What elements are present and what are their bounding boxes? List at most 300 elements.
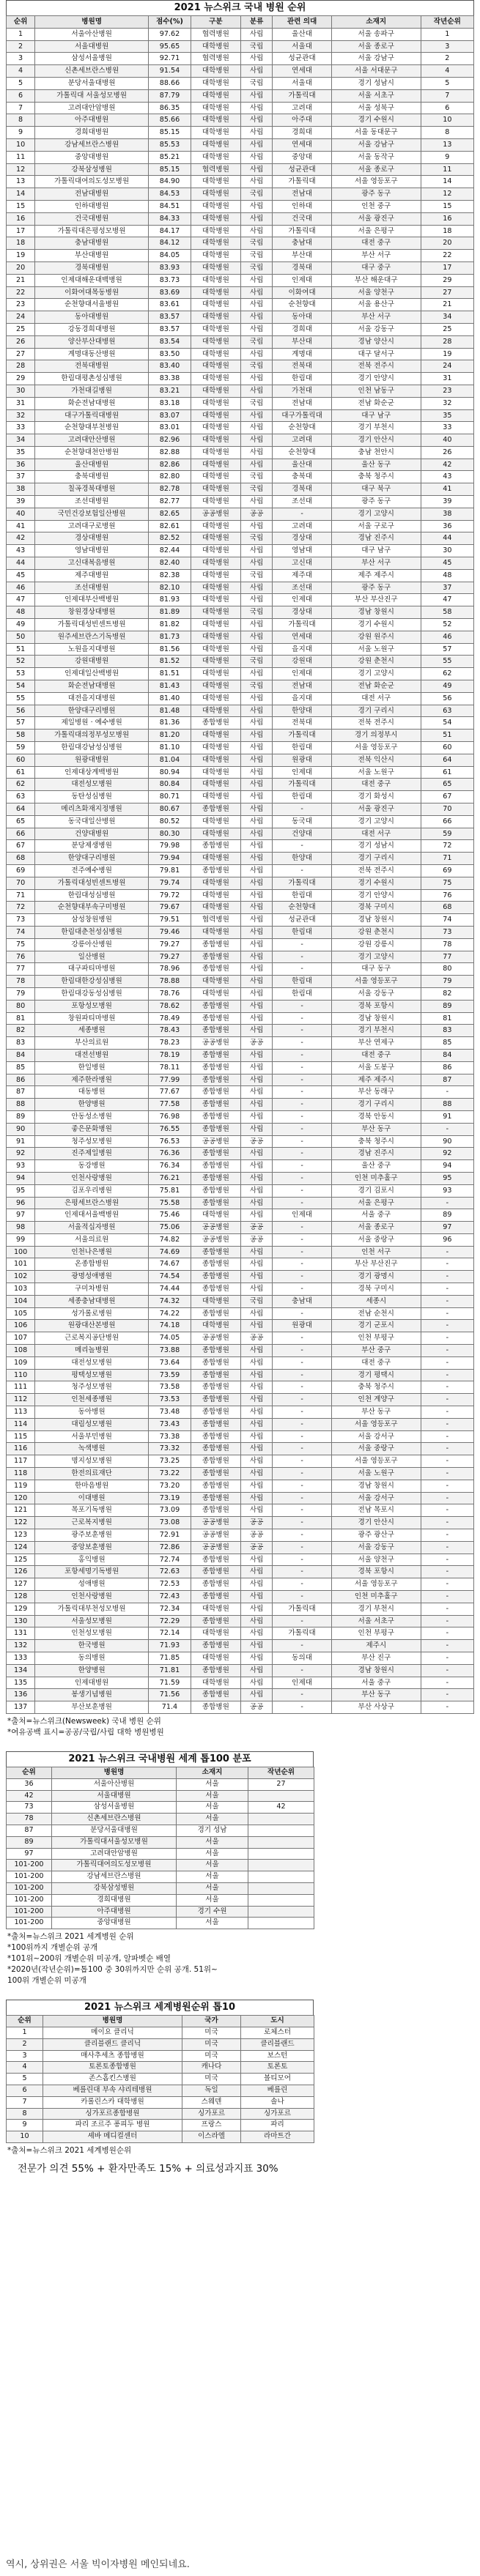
- table-cell: 62: [421, 668, 473, 680]
- table-cell: 가톨릭대의정부성모병원: [35, 730, 149, 742]
- table-row: [7, 532, 474, 545]
- table-cell: 대학병원: [191, 976, 240, 988]
- table-cell: 양산부산대병원: [35, 335, 149, 348]
- table-cell: 79.51: [149, 914, 191, 927]
- table-row: [7, 803, 474, 816]
- table-cell: 86: [421, 1061, 473, 1074]
- table-cell: 대학병원: [191, 853, 240, 865]
- table-cell: 82.78: [149, 483, 191, 496]
- table-cell: 싱가포르: [182, 2108, 241, 2120]
- table-row: [7, 864, 474, 877]
- table-cell: 강북삼성병원: [35, 163, 149, 176]
- table-cell: 79.98: [149, 840, 191, 853]
- table-cell: -: [421, 1086, 473, 1099]
- table-cell: 서울 강동구: [331, 1541, 421, 1554]
- table-cell: 18: [7, 237, 35, 250]
- table-cell: 대학병원: [191, 754, 240, 766]
- table-cell: 93: [421, 1184, 473, 1197]
- table-cell: 49: [421, 680, 473, 693]
- table-cell: 이화여대목동병원: [35, 286, 149, 299]
- table-cell: 대학병원: [191, 225, 240, 237]
- table-cell: 81.10: [149, 742, 191, 754]
- table-cell: 서울 광진구: [331, 212, 421, 225]
- table-cell: 33: [421, 422, 473, 434]
- table-cell: 공공병원: [191, 1517, 240, 1529]
- table-cell: -: [421, 1394, 473, 1406]
- table-row: [7, 1049, 474, 1061]
- table-cell: 세종충남대병원: [35, 1295, 149, 1307]
- table-cell: 90: [421, 1135, 473, 1148]
- table-cell: 종합병원: [191, 1345, 240, 1357]
- table-cell: 83: [7, 1037, 35, 1050]
- table-cell: 75.58: [149, 1197, 191, 1209]
- table-cell: 가톨릭대: [273, 1603, 332, 1615]
- table-row: [7, 422, 474, 434]
- table-cell: 101-200: [7, 1882, 52, 1894]
- table-row: [7, 1025, 474, 1037]
- table-cell: 서울대: [273, 77, 332, 89]
- table-cell: 사립: [240, 1061, 272, 1074]
- table-cell: 81.93: [149, 594, 191, 606]
- table-cell: 솔나: [241, 2096, 314, 2108]
- table-cell: 한양대구리병원: [35, 853, 149, 865]
- table-cell: 76.21: [149, 1172, 191, 1184]
- table-cell: 가톨릭대성빈센트병원: [35, 619, 149, 631]
- table-cell: 73.48: [149, 1406, 191, 1419]
- table-row: [7, 1591, 474, 1603]
- table-cell: 서울 영등포구: [331, 1578, 421, 1591]
- table-cell: 73: [7, 1802, 52, 1814]
- table-cell: 인천사랑병원: [35, 1591, 149, 1603]
- table-header-row: [7, 2016, 314, 2027]
- table-cell: 83.54: [149, 335, 191, 348]
- table-cell: 사립: [240, 631, 272, 643]
- table-cell: 국립: [240, 569, 272, 582]
- table-cell: 인천 부평구: [331, 1627, 421, 1640]
- table-row: [7, 1701, 474, 1714]
- table-cell: 78.43: [149, 1025, 191, 1037]
- table-cell: 고려대구로병원: [35, 520, 149, 532]
- table-row: [7, 471, 474, 483]
- table-cell: 79: [7, 987, 35, 1000]
- table-row: [7, 1110, 474, 1123]
- table-cell: 건양대병원: [35, 828, 149, 840]
- table-cell: 원광대산본병원: [35, 1320, 149, 1332]
- table-cell: 경기 구리시: [331, 1099, 421, 1111]
- table-cell: 전남대: [273, 680, 332, 693]
- table-cell: 사립: [240, 127, 272, 139]
- table-cell: 대전 중구: [331, 1049, 421, 1061]
- table-cell: 국립: [240, 237, 272, 250]
- table-cell: 종합병원: [191, 1061, 240, 1074]
- table-cell: 대학병원: [191, 348, 240, 360]
- table-cell: -: [273, 1012, 332, 1025]
- table-cell: 90: [7, 1123, 35, 1135]
- table-cell: 63: [421, 705, 473, 717]
- table-cell: 34: [421, 311, 473, 324]
- table-cell: 경상대병원: [35, 532, 149, 545]
- table-cell: 경북 구미시: [331, 1283, 421, 1296]
- table-cell: 좋은문화병원: [35, 1123, 149, 1135]
- table-cell: -: [421, 1517, 473, 1529]
- column-header: 병원명: [52, 1767, 177, 1778]
- table-cell: -: [273, 1222, 332, 1234]
- table-cell: 대학병원: [191, 446, 240, 459]
- table-cell: -: [421, 1369, 473, 1381]
- table-cell: 사립: [240, 754, 272, 766]
- table-cell: -: [273, 1061, 332, 1074]
- table-cell: 83.57: [149, 323, 191, 335]
- table-cell: 24: [421, 360, 473, 373]
- table-cell: 96: [7, 1197, 35, 1209]
- table-cell: 72.86: [149, 1541, 191, 1554]
- table-cell: 81.04: [149, 754, 191, 766]
- table-cell: 사립: [240, 1074, 272, 1086]
- table-cell: 사립: [240, 286, 272, 299]
- table-cell: 81.89: [149, 606, 191, 619]
- table-cell: 27: [248, 1778, 314, 1790]
- table-cell: 106: [7, 1320, 35, 1332]
- table-cell: 대학병원: [191, 299, 240, 311]
- table-cell: 협력병원: [191, 53, 240, 65]
- table-cell: 73.88: [149, 1345, 191, 1357]
- table-cell: [248, 1860, 314, 1871]
- table-cell: 사립: [240, 323, 272, 335]
- table-row: [7, 2050, 314, 2062]
- table-cell: 94: [421, 1160, 473, 1173]
- table-row: [7, 89, 474, 102]
- table-cell: 81.36: [149, 717, 191, 730]
- table-cell: 116: [7, 1443, 35, 1455]
- table-cell: 사립: [240, 963, 272, 976]
- table-cell: 대전성모병원: [35, 1356, 149, 1369]
- table-row: [7, 1074, 474, 1086]
- table-cell: 인제대: [273, 668, 332, 680]
- table-cell: 사립: [240, 1172, 272, 1184]
- table-cell: 사립: [240, 987, 272, 1000]
- table-cell: 가톨릭대여의도성모병원: [35, 176, 149, 188]
- table-cell: 71.56: [149, 1689, 191, 1701]
- table-cell: 부산 서구: [331, 250, 421, 262]
- table-cell: 경기 안산시: [331, 1517, 421, 1529]
- table-cell: 서울 송파구: [331, 28, 421, 40]
- table-row: [7, 1640, 474, 1652]
- table-cell: 경기 안양시: [331, 889, 421, 902]
- table-cell: 대학병원: [191, 1603, 240, 1615]
- table-cell: 대학병원: [191, 385, 240, 397]
- table-cell: -: [273, 1135, 332, 1148]
- table-cell: 73.58: [149, 1381, 191, 1394]
- table-cell: 89: [421, 1209, 473, 1222]
- table-cell: 서울 은평구: [331, 225, 421, 237]
- table-cell: 국립: [240, 40, 272, 53]
- table-cell: 사립: [240, 1652, 272, 1664]
- table-cell: 10: [421, 114, 473, 127]
- table-cell: 73.59: [149, 1369, 191, 1381]
- note-line: *출처=뉴스위크(Newsweek) 국내 병원 순위: [7, 1716, 161, 1726]
- table-cell: 30: [421, 545, 473, 557]
- table-cell: 경기 고양시: [331, 668, 421, 680]
- table-row: [7, 569, 474, 582]
- table-cell: 사립: [240, 815, 272, 828]
- table-cell: 대학병원: [191, 373, 240, 385]
- table-cell: 64: [421, 754, 473, 766]
- table-row: [7, 2108, 314, 2120]
- table-cell: 가톨릭대은평성모병원: [35, 225, 149, 237]
- table-cell: 경상대: [273, 532, 332, 545]
- table-cell: 80.30: [149, 828, 191, 840]
- table-cell: 72: [7, 902, 35, 914]
- table-cell: 사립: [240, 1492, 272, 1504]
- table-cell: 88: [7, 1099, 35, 1111]
- table-row: [7, 1541, 474, 1554]
- table-cell: 44: [7, 557, 35, 570]
- table-cell: 2: [7, 2038, 43, 2050]
- table-cell: 대학병원: [191, 606, 240, 619]
- table-cell: 경기 화성시: [331, 791, 421, 803]
- table-cell: 고려대안암병원: [52, 1848, 177, 1860]
- table-cell: 제주 제주시: [331, 1074, 421, 1086]
- table-row: [7, 1689, 474, 1701]
- table-cell: 강원 강릉시: [331, 938, 421, 951]
- table-cell: 58: [7, 730, 35, 742]
- table-cell: 부산 부산진구: [331, 594, 421, 606]
- table-cell: 83.69: [149, 286, 191, 299]
- table-cell: 한양대: [273, 705, 332, 717]
- column-header: 병원명: [35, 16, 149, 29]
- table-row: [7, 28, 474, 40]
- table-cell: -: [273, 1701, 332, 1714]
- table-cell: 101-200: [7, 1906, 52, 1918]
- table-cell: [248, 1918, 314, 1929]
- table-cell: 대학병원: [191, 237, 240, 250]
- table-cell: 사립: [240, 619, 272, 631]
- table-cell: 공공: [240, 1332, 272, 1345]
- table-cell: 3: [7, 2050, 43, 2062]
- table-cell: 종합병원: [191, 1012, 240, 1025]
- table-cell: 대학병원: [191, 668, 240, 680]
- table-cell: 국립: [240, 397, 272, 409]
- table-cell: 66: [7, 828, 35, 840]
- table-cell: 77.67: [149, 1086, 191, 1099]
- table-cell: 경기 부천시: [331, 1603, 421, 1615]
- table-cell: 가톨릭대: [273, 877, 332, 889]
- table-cell: 74: [421, 914, 473, 927]
- table-cell: -: [273, 1246, 332, 1258]
- table-cell: 84.90: [149, 176, 191, 188]
- table-cell: 부산의료원: [35, 1037, 149, 1050]
- table-cell: 공공병원: [191, 1529, 240, 1542]
- table-cell: -: [273, 1689, 332, 1701]
- table-cell: 49: [7, 619, 35, 631]
- table-cell: 대학병원: [191, 705, 240, 717]
- table-cell: 115: [7, 1430, 35, 1443]
- table-cell: 78.62: [149, 1000, 191, 1012]
- table-cell: 은평세브란스병원: [35, 1197, 149, 1209]
- table-cell: 경기 성남: [177, 1825, 248, 1836]
- table-cell: 83.18: [149, 397, 191, 409]
- table-cell: -: [273, 840, 332, 853]
- table-cell: 83.61: [149, 299, 191, 311]
- table-cell: 76: [7, 951, 35, 963]
- table-cell: 124: [7, 1541, 35, 1554]
- table-cell: 84.51: [149, 200, 191, 212]
- table-cell: -: [273, 1640, 332, 1652]
- table-cell: 강원대: [273, 656, 332, 668]
- table-row: [7, 508, 474, 520]
- table-row: [7, 2038, 314, 2050]
- table-row: [7, 1825, 314, 1836]
- domestic-ranking-table: [6, 15, 474, 1714]
- table-cell: 로체스터: [241, 2027, 314, 2038]
- table-cell: -: [421, 1689, 473, 1701]
- table-cell: 동의병원: [35, 1652, 149, 1664]
- table-cell: 경기 부천시: [331, 422, 421, 434]
- table-cell: [248, 1836, 314, 1848]
- table-cell: 118: [7, 1468, 35, 1480]
- table-cell: 아주대: [273, 114, 332, 127]
- table-cell: 사립: [240, 1591, 272, 1603]
- table-cell: 대구 남구: [331, 545, 421, 557]
- table-cell: 매사추세츠 종합병원: [43, 2050, 182, 2062]
- table-cell: 대동병원: [35, 1086, 149, 1099]
- table-cell: 대전 중구: [331, 1356, 421, 1369]
- table-cell: 72.14: [149, 1627, 191, 1640]
- table-row: [7, 791, 474, 803]
- table-cell: 95: [421, 1172, 473, 1184]
- table-cell: 충북대: [273, 471, 332, 483]
- table-cell: [248, 1871, 314, 1883]
- table-cell: 93: [7, 1160, 35, 1173]
- table-cell: 81: [421, 1012, 473, 1025]
- table-cell: 서울: [177, 1894, 248, 1906]
- table-row: [7, 1814, 314, 1825]
- table-cell: 협력병원: [191, 28, 240, 40]
- table-cell: 79.67: [149, 902, 191, 914]
- table-cell: 공공: [240, 1233, 272, 1246]
- table-cell: 대학병원: [191, 877, 240, 889]
- table-cell: 82.52: [149, 532, 191, 545]
- table-cell: 고려대안암병원: [35, 102, 149, 114]
- table-cell: 55: [421, 656, 473, 668]
- table-cell: 공공병원: [191, 1037, 240, 1050]
- table-cell: 사립: [240, 1443, 272, 1455]
- table-cell: 서울 영등포구: [331, 1455, 421, 1468]
- table-cell: 4: [7, 2062, 43, 2074]
- table-cell: 62: [7, 779, 35, 791]
- table-header-row: [7, 16, 474, 29]
- table-cell: 한양병원: [35, 1664, 149, 1677]
- table-cell: -: [421, 1271, 473, 1283]
- table-cell: 종합병원: [191, 1418, 240, 1430]
- table-cell: 포항세명기독병원: [35, 1566, 149, 1578]
- table-cell: 경기 수원시: [331, 877, 421, 889]
- table-cell: 한림대: [273, 926, 332, 938]
- table-cell: 87: [421, 1074, 473, 1086]
- table-cell: 연세대: [273, 631, 332, 643]
- table-cell: 73.09: [149, 1504, 191, 1517]
- table-cell: 15: [7, 200, 35, 212]
- table-cell: 74.54: [149, 1271, 191, 1283]
- table-cell: 경북 안동시: [331, 1110, 421, 1123]
- table-row: [7, 1627, 474, 1640]
- table-cell: 경기 고양시: [331, 508, 421, 520]
- table-cell: 사립: [240, 791, 272, 803]
- table-cell: 73: [7, 914, 35, 927]
- table-cell: 81.43: [149, 680, 191, 693]
- table-cell: 창원파티마병원: [35, 1012, 149, 1025]
- table-cell: 20: [7, 261, 35, 274]
- table-cell: 73.38: [149, 1430, 191, 1443]
- table-cell: 113: [7, 1406, 35, 1419]
- table-cell: 순천향대부속구미병원: [35, 902, 149, 914]
- table-cell: 사립: [240, 926, 272, 938]
- table-cell: -: [273, 1529, 332, 1542]
- table-cell: 33: [7, 422, 35, 434]
- table-cell: -: [273, 1148, 332, 1160]
- table-cell: 99: [7, 1233, 35, 1246]
- table-cell: 연세대: [273, 65, 332, 78]
- table-row: [7, 335, 474, 348]
- table-cell: 97: [7, 1209, 35, 1222]
- table-row: [7, 1443, 474, 1455]
- table-cell: 고신대: [273, 557, 332, 570]
- table-row: [7, 1061, 474, 1074]
- table-cell: 74.18: [149, 1320, 191, 1332]
- table-cell: 81.51: [149, 668, 191, 680]
- table-cell: 공공병원: [191, 1541, 240, 1554]
- page-content: [6, 0, 474, 2175]
- table-cell: -: [421, 1406, 473, 1419]
- table-cell: 강원 춘천시: [331, 656, 421, 668]
- table-cell: 30: [7, 385, 35, 397]
- table-cell: 67: [421, 791, 473, 803]
- table-cell: 대학병원: [191, 360, 240, 373]
- table-cell: 109: [7, 1356, 35, 1369]
- table-cell: 82.61: [149, 520, 191, 532]
- table-cell: 파리: [241, 2120, 314, 2131]
- table-row: [7, 483, 474, 496]
- table-cell: 가톨릭대: [273, 89, 332, 102]
- table-cell: 112: [7, 1394, 35, 1406]
- table-cell: 동아대병원: [35, 311, 149, 324]
- table-cell: 78.76: [149, 987, 191, 1000]
- table-cell: 51: [7, 643, 35, 656]
- table-cell: 82.88: [149, 446, 191, 459]
- table-cell: 인제대상계백병원: [35, 766, 149, 779]
- table-cell: 8: [421, 127, 473, 139]
- table-row: [7, 877, 474, 889]
- table-cell: 동국대: [273, 815, 332, 828]
- table-cell: 국립: [240, 1295, 272, 1307]
- table-cell: 사립: [240, 385, 272, 397]
- table-cell: 57: [421, 643, 473, 656]
- table-row: [7, 1148, 474, 1160]
- table-cell: 서울 종로구: [331, 1222, 421, 1234]
- table-cell: 미국: [182, 2038, 241, 2050]
- table-cell: 40: [421, 434, 473, 447]
- table-row: [7, 1369, 474, 1381]
- table-cell: 공공: [240, 1135, 272, 1148]
- table-cell: 74.22: [149, 1307, 191, 1320]
- table-row: [7, 668, 474, 680]
- table-cell: 순천향대: [273, 446, 332, 459]
- table-cell: 대학병원: [191, 434, 240, 447]
- table-cell: 울산대: [273, 28, 332, 40]
- table-cell: -: [273, 1074, 332, 1086]
- table-cell: 국립: [240, 606, 272, 619]
- table-cell: 종합병원: [191, 1591, 240, 1603]
